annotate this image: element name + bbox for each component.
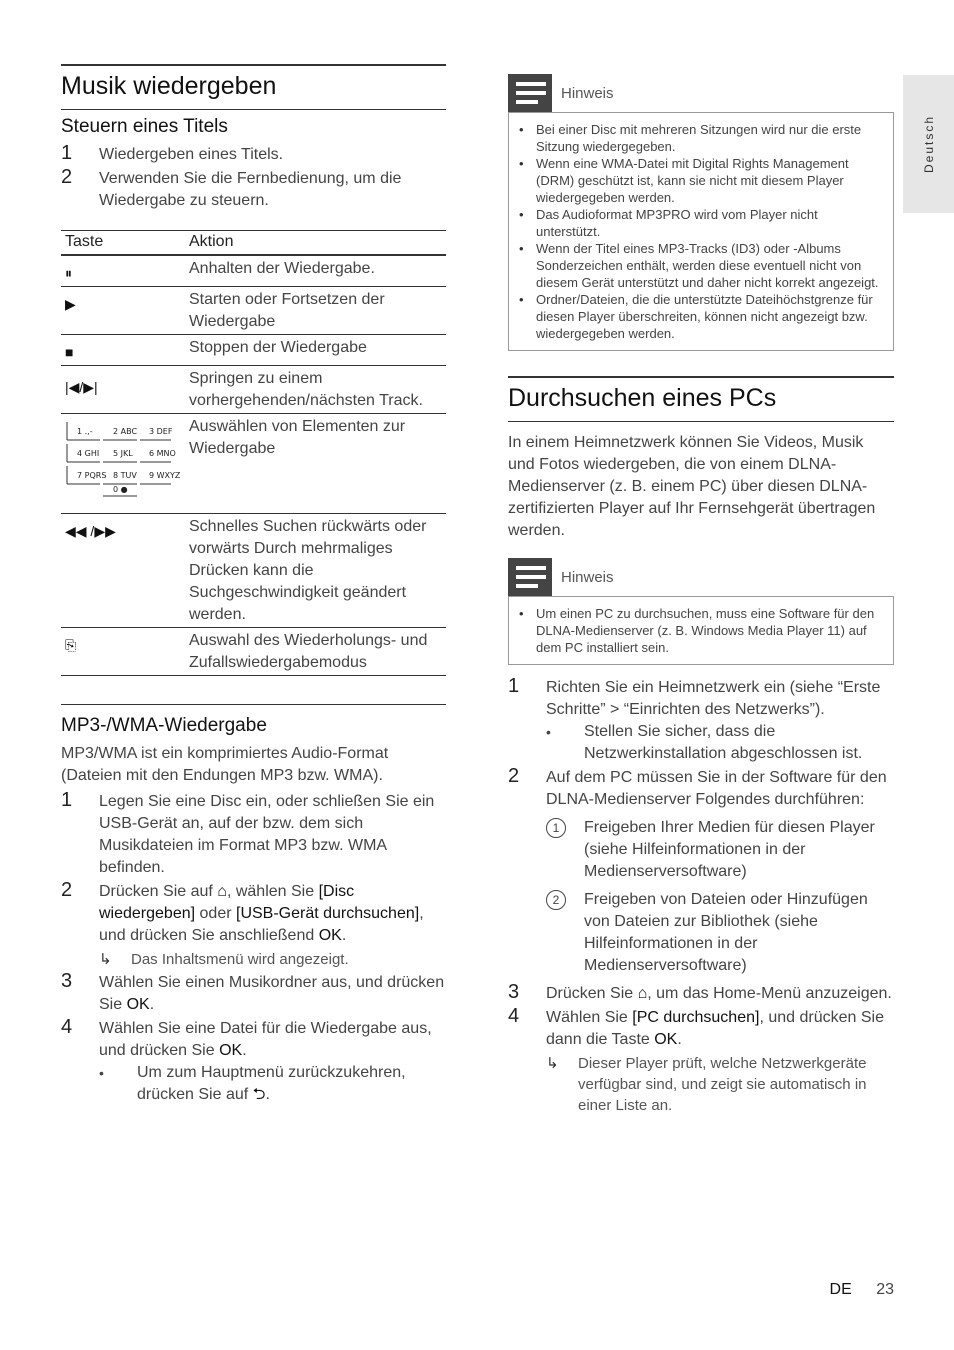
step-result: ↳ Das Inhaltsmenü wird angezeigt. (99, 951, 349, 968)
action-text: Anhalten der Wiedergabe. (185, 255, 446, 287)
action-text: Stoppen der Wiedergabe (185, 335, 446, 366)
ok-key-label: OK (126, 996, 150, 1013)
note-box-1 (508, 74, 894, 351)
header-action: Aktion (185, 231, 446, 256)
step-item: 3 Wählen Sie einen Musikordner aus, und drücken Sie OK. (61, 970, 445, 1013)
control-steps (61, 144, 446, 212)
step-item: 1 Richten Sie ein Heimnetzwerk ein (siehe “Erste Schritte” > “Einrichten des Netzwerks”). • Stellen Sie sicher, dass die Netzwerkinstallation abgeschlossen ist. (508, 677, 894, 765)
step-number: 4 (61, 1016, 73, 1038)
play-icon: ▶ (65, 296, 76, 312)
mp3-steps (61, 791, 446, 1106)
stop-icon: ■ (65, 344, 74, 360)
step-number: 3 (508, 981, 520, 1003)
bullet: • (99, 1065, 104, 1081)
footer-language: DE (829, 1281, 852, 1298)
list-item: • Wenn eine WMA-Datei mit Digital Rights Management (DRM) geschützt ist, kann sie nicht mit diesem Player wiedergegeben werden. (519, 155, 883, 206)
step-item (61, 144, 446, 166)
language-tab (903, 75, 954, 213)
home-icon: ⌂ (217, 883, 227, 900)
ok-key-label: OK (654, 1031, 678, 1048)
note-content (508, 112, 894, 351)
mp3-intro: MP3/WMA ist ein komprimiertes Audio-Format (Dateien mit den Endungen MP3 bzw. WMA). (61, 745, 389, 784)
control-table (61, 230, 446, 676)
step-item: 4 Wählen Sie [PC durchsuchen], und drücken Sie dann die Taste OK. ↳ Dieser Player prüft, welche Netzwerkgeräte verfügbar sind, und zeigt sie automatisch in einer Liste an. (508, 1007, 894, 1116)
step-item: 2 Drücken Sie auf ⌂, wählen Sie [Disc wiedergeben] oder [USB-Gerät durchsuchen], und drücken Sie anschließend OK. ↳ Das Inhaltsmenü wird angezeigt. (61, 881, 446, 970)
ok-key-label: OK (318, 927, 342, 944)
rewind-forward-icon: ◀◀ /▶▶ (65, 523, 116, 539)
step-sub-bullet: • Um zum Hauptmenü zurückzukehren, drücken Sie auf ⮌. (99, 1064, 406, 1103)
keypad-key: 2 ABC (113, 427, 138, 436)
step-item: 4 Wählen Sie eine Datei für die Wiedergabe aus, und drücken Sie OK. • Um zum Hauptmenü zurückzukehren, drücken Sie auf ⮌. (61, 1018, 446, 1106)
list-item: • Um einen PC zu durchsuchen, muss eine Software für den DLNA-Medienserver (z. B. Windows Media Player 11) auf dem PC installiert sein. (519, 605, 883, 656)
substep-item: 2 Freigeben von Dateien oder Hinzufügen von Dateien zur Bibliothek (siehe Hilfeinformationen in der Medienserversoftware) (546, 889, 894, 977)
step-number: 4 (508, 1005, 520, 1027)
list-item: • Bei einer Disc mit mehreren Sitzungen wird nur die erste Sitzung wiedergegeben. (519, 121, 883, 155)
bullet: • (546, 724, 551, 740)
keypad-key: 4 GHI (77, 449, 100, 458)
mp3-section (61, 704, 446, 1106)
substep-item: 1 Freigeben Ihrer Medien für diesen Player (siehe Hilfeinformationen in der Medienserversoftware) (546, 817, 894, 883)
note-icon (508, 558, 552, 596)
note-header (508, 558, 894, 596)
keypad-key: 0 ● (113, 485, 128, 494)
pause-icon: ⏸ (65, 265, 72, 281)
keypad-key: 1 .,- (77, 427, 93, 436)
table-row (61, 255, 446, 287)
table-row (61, 628, 446, 676)
step-item (61, 168, 446, 212)
step-sub-bullet: • Stellen Sie sicher, dass die Netzwerkinstallation abgeschlossen ist. (546, 723, 863, 762)
right-column (508, 74, 894, 1118)
skip-prev-next-icon: |◀/▶| (65, 379, 98, 395)
section-title-pc: Durchsuchen eines PCs (508, 376, 894, 422)
pc-intro: In einem Heimnetzwerk können Sie Videos, Musik und Fotos wiedergeben, die von einem DLNA-Medienserver (z. B. einem PC) über diesen DLNA-zertifizierten Player auf Ihr Fernsehgerät übertragen werden. (508, 434, 876, 539)
keypad-key: 7 PQRS (77, 471, 107, 480)
step-number: 1 (508, 675, 520, 697)
keypad-key: 8 TUV (113, 471, 137, 480)
note-box-2 (508, 558, 894, 665)
list-item: • Das Audioformat MP3PRO wird vom Player nicht unterstützt. (519, 206, 883, 240)
list-item: • Wenn der Titel eines MP3-Tracks (ID3) oder -Albums Sonderzeichen enthält, werden diese eventuell nicht von diesem Gerät unterstützt und daher nicht korrekt angezeigt. (519, 240, 883, 291)
table-row (61, 366, 446, 414)
note-title: Hinweis (561, 568, 614, 586)
step-item (61, 791, 446, 879)
table-row (61, 335, 446, 366)
step-number: 2 (508, 765, 520, 787)
step-number: 2 (61, 166, 73, 188)
list-item: • Ordner/Dateien, die die unterstützte Dateihöchstgrenze für diesen Player überschreiten, können nicht angezeigt bzw. wiedergegeben werden. (519, 291, 883, 342)
menu-option-disc-play: [Disc wiedergeben] (99, 883, 355, 922)
circled-number: 2 (546, 890, 566, 910)
left-column (61, 64, 446, 1108)
menu-option-usb-browse: [USB-Gerät durchsuchen] (236, 905, 420, 922)
action-text: Auswählen von Elementen zur Wiedergabe (185, 414, 446, 514)
ok-key-label: OK (219, 1042, 243, 1059)
page-number: 23 (876, 1281, 894, 1298)
result-arrow-icon: ↳ (99, 951, 112, 968)
step-item: 2 Auf dem PC müssen Sie in der Software für den DLNA-Medienserver Folgendes durchführen: 1 Freigeben Ihrer Medien für diesen Player (siehe Hilfeinformationen in der Medienserversoftware) 2 Freigeben von Dateien oder Hinzufügen von Dateien zur Bibliothek (siehe Hilfeinformationen in der Medienserversoftware) (508, 767, 894, 977)
subheading-control-track: Steuern eines Titels (61, 116, 228, 137)
page-footer (830, 1281, 894, 1299)
section-title-music: Musik wiedergeben (61, 64, 446, 110)
note-content (508, 596, 894, 665)
keypad-key: 5 JKL (113, 449, 133, 458)
table-header-row (61, 231, 446, 256)
keypad-key: 6 MNO (149, 449, 176, 458)
header-key: Taste (61, 231, 185, 256)
step-text: Wiedergeben eines Titels. (99, 146, 284, 163)
language-tab-label: Deutsch (921, 114, 936, 174)
note-title: Hinweis (561, 84, 614, 102)
step-number: 3 (61, 970, 73, 992)
step-number: 1 (61, 789, 73, 811)
note-header (508, 74, 894, 112)
table-row (61, 287, 446, 335)
back-icon: ⮌ (252, 1086, 266, 1103)
menu-option-pc-browse: [PC durchsuchen] (632, 1009, 760, 1026)
pc-steps (508, 677, 894, 1116)
step-item: 3 Drücken Sie ⌂, um das Home-Menü anzuzeigen. (508, 981, 892, 1003)
step-result: ↳ Dieser Player prüft, welche Netzwerkgeräte verfügbar sind, und zeigt sie automatisch in einer Liste an. (546, 1055, 867, 1114)
table-row (61, 514, 446, 628)
action-text: Springen zu einem vorhergehenden/nächsten Track. (185, 366, 446, 414)
table-row (61, 414, 446, 514)
step-number: 1 (61, 142, 73, 164)
keypad-key: 9 WXYZ (149, 471, 181, 480)
note-icon (508, 74, 552, 112)
circled-number: 1 (546, 818, 566, 838)
keypad-key: 3 DEF (149, 427, 173, 436)
action-text: Auswahl des Wiederholungs- und Zufallswiedergabemodus (185, 628, 446, 676)
home-icon: ⌂ (637, 985, 648, 1002)
step-text: Legen Sie eine Disc ein, oder schließen Sie ein USB-Gerät an, auf der bzw. dem sich Musikdateien im Format MP3 bzw. WMA befinden. (99, 793, 435, 876)
subheading-mp3-wma: MP3-/WMA-Wiedergabe (61, 715, 267, 736)
step-text: Verwenden Sie die Fernbedienung, um die Wiedergabe zu steuern. (99, 170, 402, 209)
step-number: 2 (61, 879, 73, 901)
numeric-keypad-icon (65, 420, 181, 498)
result-arrow-icon: ↳ (546, 1055, 559, 1072)
action-text: Schnelles Suchen rückwärts oder vorwärts Durch mehrmaliges Drücken kann die Suchgeschwindigkeit geändert werden. (185, 514, 446, 628)
repeat-mode-icon: ⎘ (65, 637, 77, 653)
action-text: Starten oder Fortsetzen der Wiedergabe (185, 287, 446, 335)
